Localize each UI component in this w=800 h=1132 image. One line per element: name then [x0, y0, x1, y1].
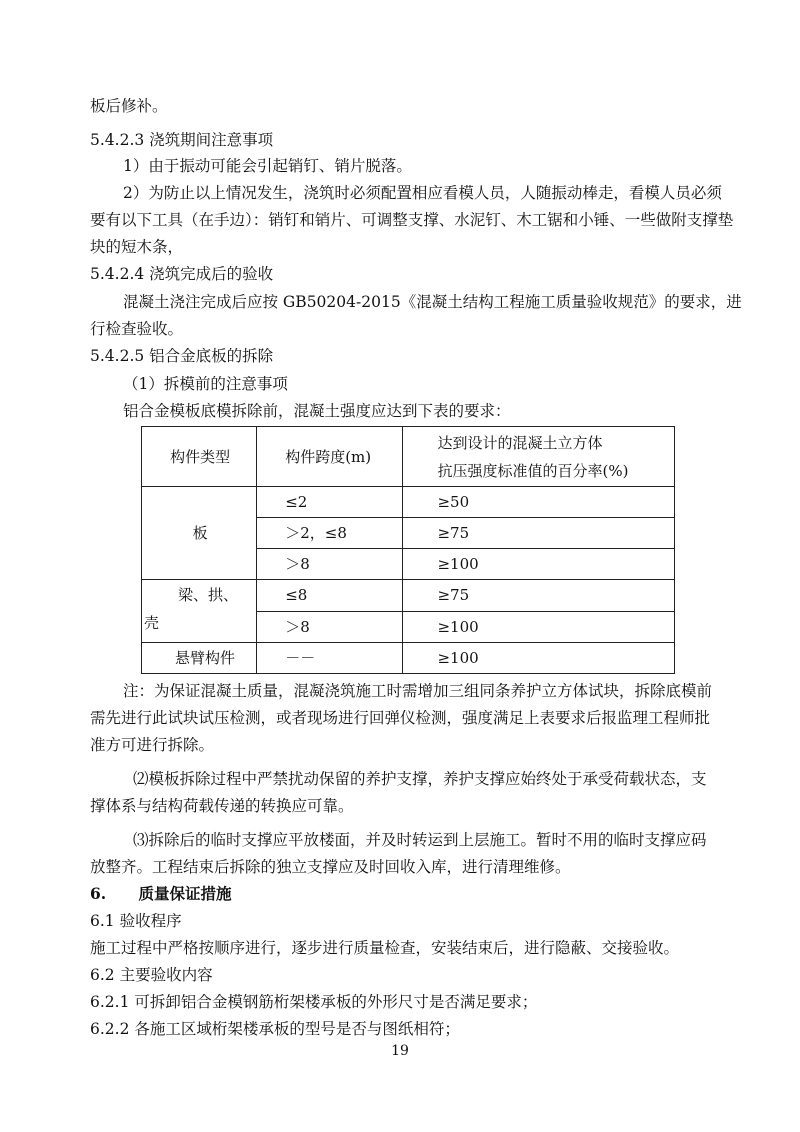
header-type: 构件类型 — [142, 427, 257, 487]
note-line: 需先进行此试块试压检测，或者现场进行回弹仪检测，强度满足上表要求后报监理工程师批 — [90, 709, 711, 727]
table-row — [142, 580, 675, 612]
pct-cell: ≥100 — [403, 549, 675, 580]
table-header-row — [142, 427, 675, 487]
table-row — [142, 487, 675, 518]
header-strength-line2: 抗压强度标准值的百分率(%) — [437, 461, 629, 480]
pct-cell: ≥75 — [403, 580, 675, 612]
group-beam — [142, 580, 257, 643]
text-line: 板后修补。 — [90, 97, 168, 115]
pct-cell: ≥75 — [403, 518, 675, 549]
strength-table — [141, 426, 675, 674]
page-number: 19 — [391, 1043, 409, 1059]
pct-cell: ≥100 — [403, 643, 675, 674]
span-cell: ＞8 — [257, 611, 403, 643]
text-line: 行检查验收。 — [90, 320, 184, 338]
text-line: 撑体系与结构荷载传递的转换应可靠。 — [90, 797, 354, 815]
section-heading-5-4-2-4: 5.4.2.4 浇筑完成后的验收 — [90, 265, 274, 283]
subheading: （1）拆模前的注意事项 — [123, 375, 288, 393]
text-line: 混凝土浇注完成后应按 GB50204-2015《混凝土结构工程施工质量验收规范》的要求，进 — [123, 293, 742, 311]
group-beam-line1: 梁、拱、 — [178, 586, 239, 604]
note-line: 注：为保证混凝土质量，混凝浇筑施工时需增加三组同条养护立方体试块，拆除底模前 — [123, 682, 713, 700]
header-strength-line1: 达到设计的混凝土立方体 — [437, 433, 603, 452]
list-item-1: 1）由于振动可能会引起销钉、销片脱落。 — [123, 157, 412, 175]
header-strength — [403, 427, 675, 487]
text-line: 要有以下工具（在手边）：销钉和销片、可调整支撑、水泥钉、木工锯和小锤、一些做附支撑垫 — [90, 211, 734, 229]
section-heading-6-1: 6.1 验收程序 — [90, 912, 182, 930]
list-item-2: 2）为防止以上情况发生，浇筑时必须配置相应看模人员，人随振动棒走，看模人员必须 — [123, 184, 722, 202]
span-cell: ＞2，≤8 — [257, 518, 403, 549]
group-cantilever: 悬臂构件 — [142, 643, 257, 674]
pct-cell: ≥100 — [403, 611, 675, 643]
span-cell: ≤2 — [257, 487, 403, 518]
text-line: 施工过程中严格按顺序进行，逐步进行质量检查，安装结束后，进行隐蔽、交接验收。 — [90, 939, 680, 957]
text-line: ⑵模板拆除过程中严禁扰动保留的养护支撑，养护支撑应始终处于承受荷载状态，支 — [133, 770, 707, 788]
pct-cell: ≥50 — [403, 487, 675, 518]
group-beam-line2: 壳 — [144, 614, 160, 632]
text-line: 6.2.2 各施工区域桁架楼承板的型号是否与图纸相符； — [90, 1020, 460, 1038]
section-heading-6-2: 6.2 主要验收内容 — [90, 966, 213, 984]
header-span: 构件跨度(m) — [257, 427, 403, 487]
text-line: 块的短木条， — [90, 238, 184, 256]
table-intro: 铝合金模板底模拆除前，混凝土强度应达到下表的要求： — [123, 402, 511, 420]
span-cell: ≤8 — [257, 580, 403, 612]
text-line: ⑶拆除后的临时支撑应平放楼面，并及时转运到上层施工。暂时不用的临时支撑应码 — [133, 831, 707, 849]
span-cell: －－ — [257, 643, 403, 674]
section-heading-6: 6. 质量保证措施 — [90, 884, 232, 903]
text-line: 放整齐。工程结束后拆除的独立支撑应及时回收入库，进行清理维修。 — [90, 858, 571, 876]
section-heading-5-4-2-5: 5.4.2.5 铝合金底板的拆除 — [90, 347, 274, 365]
text-line: 6.2.1 可拆卸铝合金模钢筋桁架楼承板的外形尺寸是否满足要求； — [90, 993, 538, 1011]
table-row — [142, 643, 675, 674]
section-heading-5-4-2-3: 5.4.2.3 浇筑期间注意事项 — [90, 131, 274, 149]
group-slab: 板 — [142, 487, 257, 580]
note-line: 准方可进行拆除。 — [90, 736, 215, 754]
span-cell: ＞8 — [257, 549, 403, 580]
